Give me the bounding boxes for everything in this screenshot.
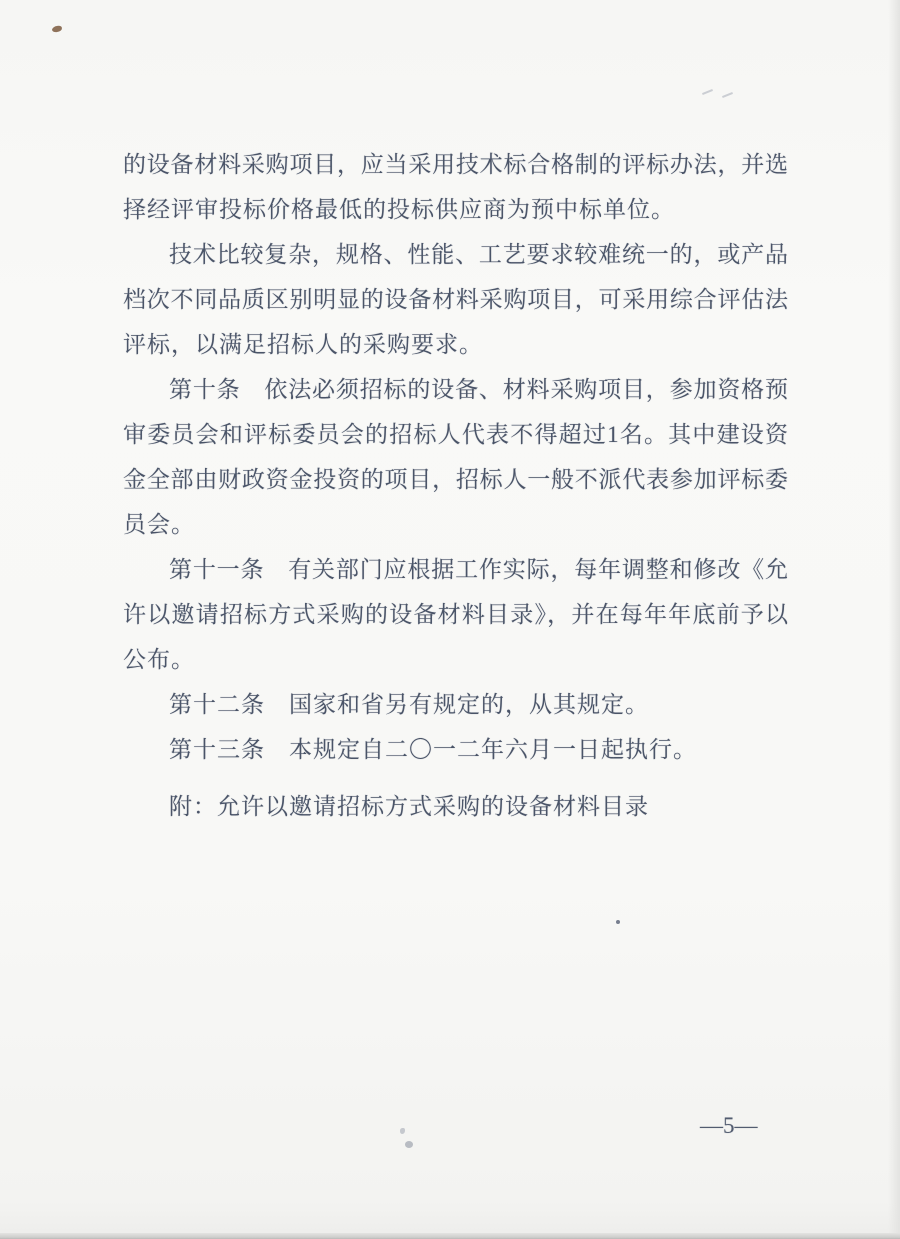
text-line: 评标，以满足招标人的采购要求。 <box>123 332 483 357</box>
text-line: 员会。 <box>123 512 195 537</box>
page-number: —5— <box>700 1113 758 1138</box>
paragraph-spacer <box>123 772 788 784</box>
text-line: 档次不同品质区别明显的设备材料采购项目，可采用综合评估法 <box>123 287 788 312</box>
document-body <box>123 142 788 829</box>
scan-right-edge-shadow <box>888 0 900 1239</box>
text-line: 许以邀请招标方式采购的设备材料目录》，并在每年年底前予以 <box>123 602 788 627</box>
scan-mark <box>722 92 733 98</box>
text-line-article-12: 第十二条 国家和省另有规定的，从其规定。 <box>169 692 649 717</box>
text-line: 技术比较复杂，规格、性能、工艺要求较难统一的，或产品 <box>169 242 788 267</box>
scan-bottom-edge <box>0 1233 900 1239</box>
text-line: 择经评审投标价格最低的投标供应商为预中标单位。 <box>123 197 675 222</box>
text-line-article-10: 第十条 依法必须招标的设备、材料采购项目，参加资格预 <box>169 377 788 402</box>
scan-mark <box>702 89 713 95</box>
text-line: 金全部由财政资金投资的项目，招标人一般不派代表参加评标委 <box>123 467 788 492</box>
text-line-article-11: 第十一条 有关部门应根据工作实际，每年调整和修改《允 <box>169 557 788 582</box>
text-line-article-13: 第十三条 本规定自二〇一二年六月一日起执行。 <box>169 737 697 762</box>
scan-speck <box>405 1141 413 1148</box>
text-line: 公布。 <box>123 647 195 672</box>
text-line: 的设备材料采购项目，应当采用技术标合格制的评标办法，并选 <box>123 152 788 177</box>
text-line: 审委员会和评标委员会的招标人代表不得超过1名。其中建设资 <box>123 422 788 447</box>
scan-speck <box>400 1128 405 1134</box>
scan-dot <box>616 920 620 924</box>
scan-speck-brown <box>52 25 63 32</box>
attachment-line: 附：允许以邀请招标方式采购的设备材料目录 <box>169 794 649 819</box>
